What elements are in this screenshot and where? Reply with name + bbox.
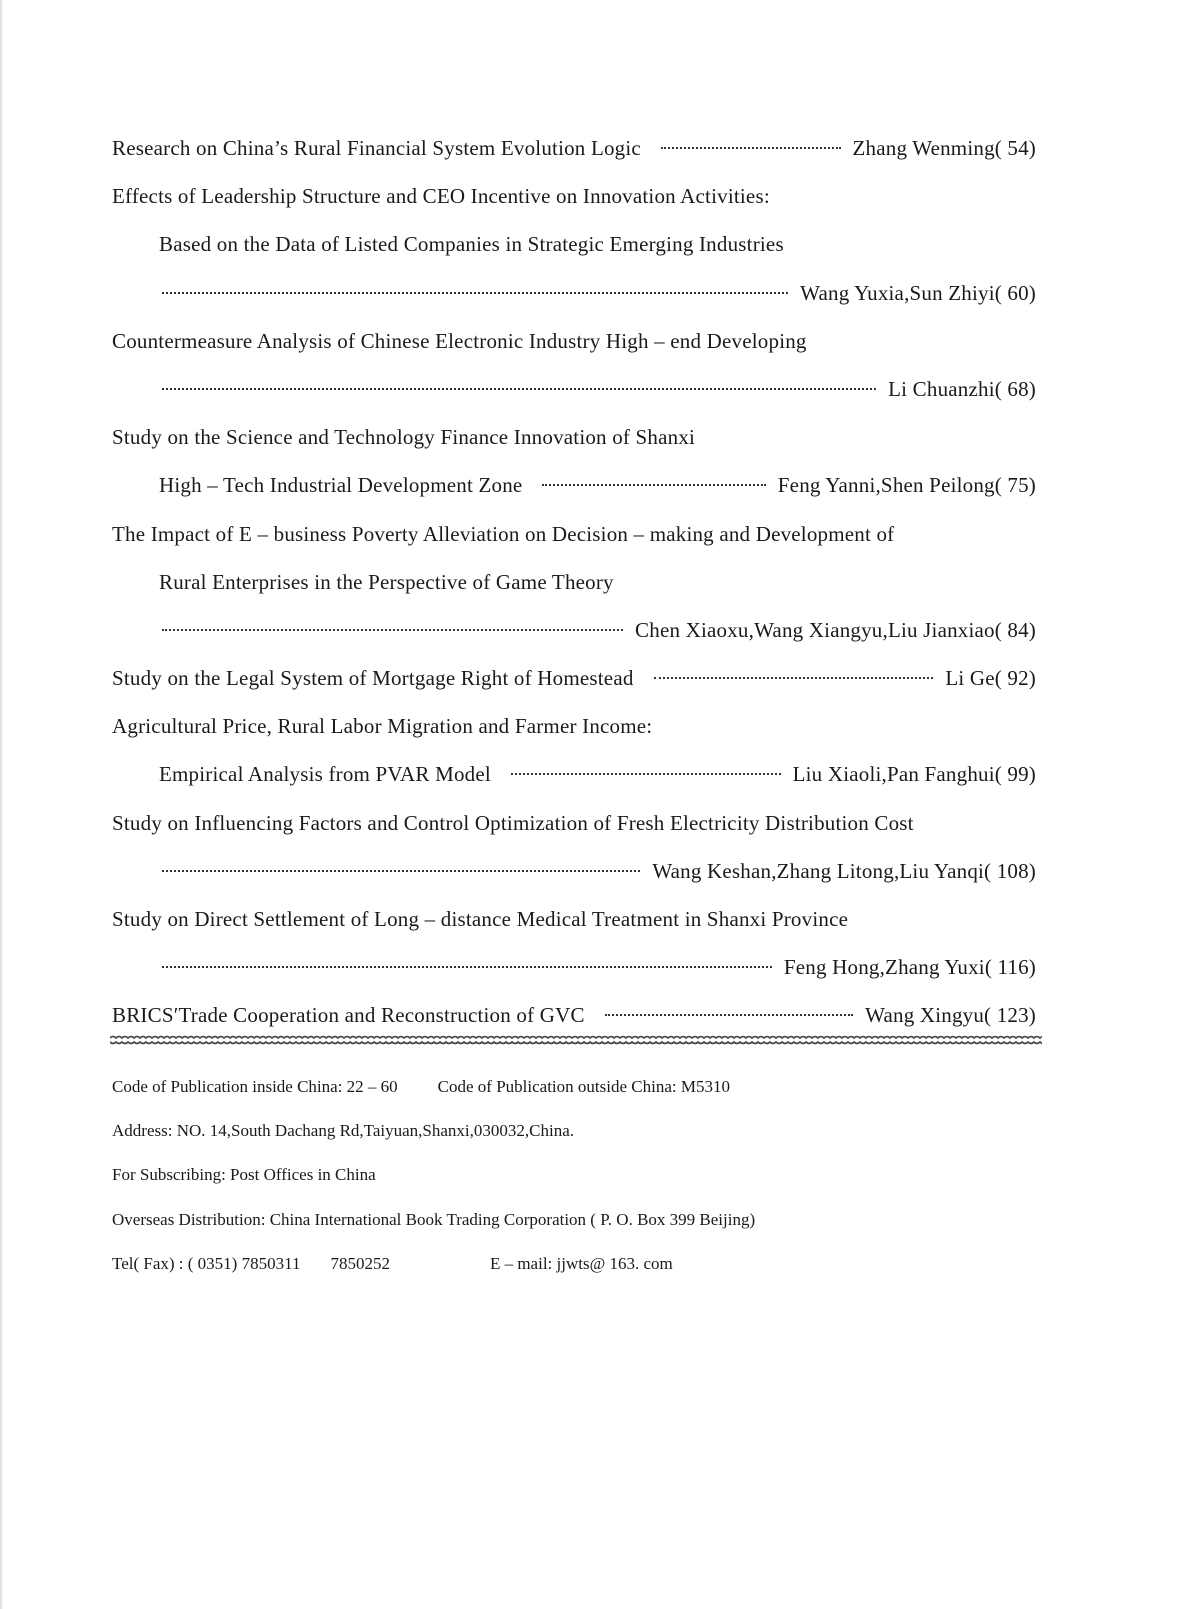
toc-title: Empirical Analysis from PVAR Model [159,762,491,787]
dot-leader [162,388,876,390]
dot-leader [654,677,934,679]
toc-author-page: Liu Xiaoli,Pan Fanghui( 99) [792,762,1036,787]
publication-codes [112,1072,1042,1116]
dot-leader [162,292,788,294]
toc-title: Rural Enterprises in the Perspective of Game Theory [159,569,614,594]
toc-author-page: Feng Yanni,Shen Peilong( 75) [777,473,1036,498]
toc-title: High – Tech Industrial Development Zone [159,473,523,498]
toc-line [112,754,1036,802]
overseas-distribution: Overseas Distribution: China International Book Trading Corporation ( P. O. Box 399 Beijing) [112,1209,756,1229]
toc-line [112,224,1036,272]
toc-line [112,947,1036,995]
dot-leader [511,773,781,775]
toc-author-page: Li Chuanzhi( 68) [888,376,1036,401]
toc-line [112,369,1036,417]
dot-leader [162,629,623,631]
toc-line [112,176,1036,224]
toc-line [112,514,1036,562]
toc-title: Agricultural Price, Rural Labor Migration and Farmer Income: [112,714,653,739]
toc-author-page: Li Ge( 92) [945,666,1036,691]
toc-title: Study on Direct Settlement of Long – distance Medical Treatment in Shanxi Province [112,907,849,931]
publication-info [112,1072,1042,1293]
tel-second: 7850252 [330,1253,390,1273]
toc-author-page: Chen Xiaoxu,Wang Xiangyu,Liu Jianxiao( 84) [635,617,1036,642]
toc-line [112,562,1036,610]
address: Address: NO. 14,South Dachang Rd,Taiyuan,Shanxi,030032,China. [112,1121,575,1141]
dot-leader [605,1014,853,1016]
toc-line [112,417,1036,465]
toc-title: Study on the Science and Technology Finance Innovation of Shanxi [112,425,696,450]
tel-fax: Tel( Fax) : ( 0351) 7850311 [112,1253,301,1273]
toc-line [112,899,1036,947]
toc-line [112,851,1036,899]
toc-title: Study on the Legal System of Mortgage Right of Homestead [112,666,634,691]
toc-line [112,658,1036,706]
email: E – mail: jjwts@ 163. com [489,1253,673,1273]
code-inside-china: Code of Publication inside China: 22 – 60 [112,1077,398,1096]
page-edge [0,0,2,1609]
dot-leader [661,147,841,149]
subscribing-info: For Subscribing: Post Offices in China [112,1165,376,1185]
toc-line [112,803,1036,851]
toc-author-page: Wang Xingyu( 123) [865,1003,1036,1028]
toc-title: Effects of Leadership Structure and CEO Incentive on Innovation Activities: [112,184,770,209]
contact-line [112,1249,1042,1293]
toc-title: Countermeasure Analysis of Chinese Electronic Industry High – end Developing [112,328,807,353]
toc-title: Study on Influencing Factors and Control Optimization of Fresh Electricity Distribution Cost [112,810,914,835]
toc-line [112,610,1036,658]
toc-author-page: Wang Yuxia,Sun Zhiyi( 60) [800,280,1036,305]
dot-leader [162,870,640,872]
toc-title: Research on China’s Rural Financial System Evolution Logic [112,136,641,160]
toc-line [112,321,1036,369]
toc-author-page: Zhang Wenming( 54) [852,136,1036,160]
toc-title: BRICS′Trade Cooperation and Reconstruction of GVC [112,1003,585,1028]
toc-author-page: Wang Keshan,Zhang Litong,Liu Yanqi( 108) [652,858,1036,883]
table-of-contents [112,128,1036,1044]
toc-line [112,273,1036,321]
toc-line [112,128,1036,176]
toc-title: The Impact of E – business Poverty Alleviation on Decision – making and Development of [112,521,895,546]
toc-line [112,706,1036,754]
wavy-divider [110,1033,1042,1047]
dot-leader [542,484,765,486]
toc-line [112,465,1036,513]
toc-author-page: Feng Hong,Zhang Yuxi( 116) [783,955,1036,980]
dot-leader [162,966,772,968]
toc-title: Based on the Data of Listed Companies in Strategic Emerging Industries [159,232,784,257]
code-outside-china: Code of Publication outside China: M5310 [437,1077,730,1096]
